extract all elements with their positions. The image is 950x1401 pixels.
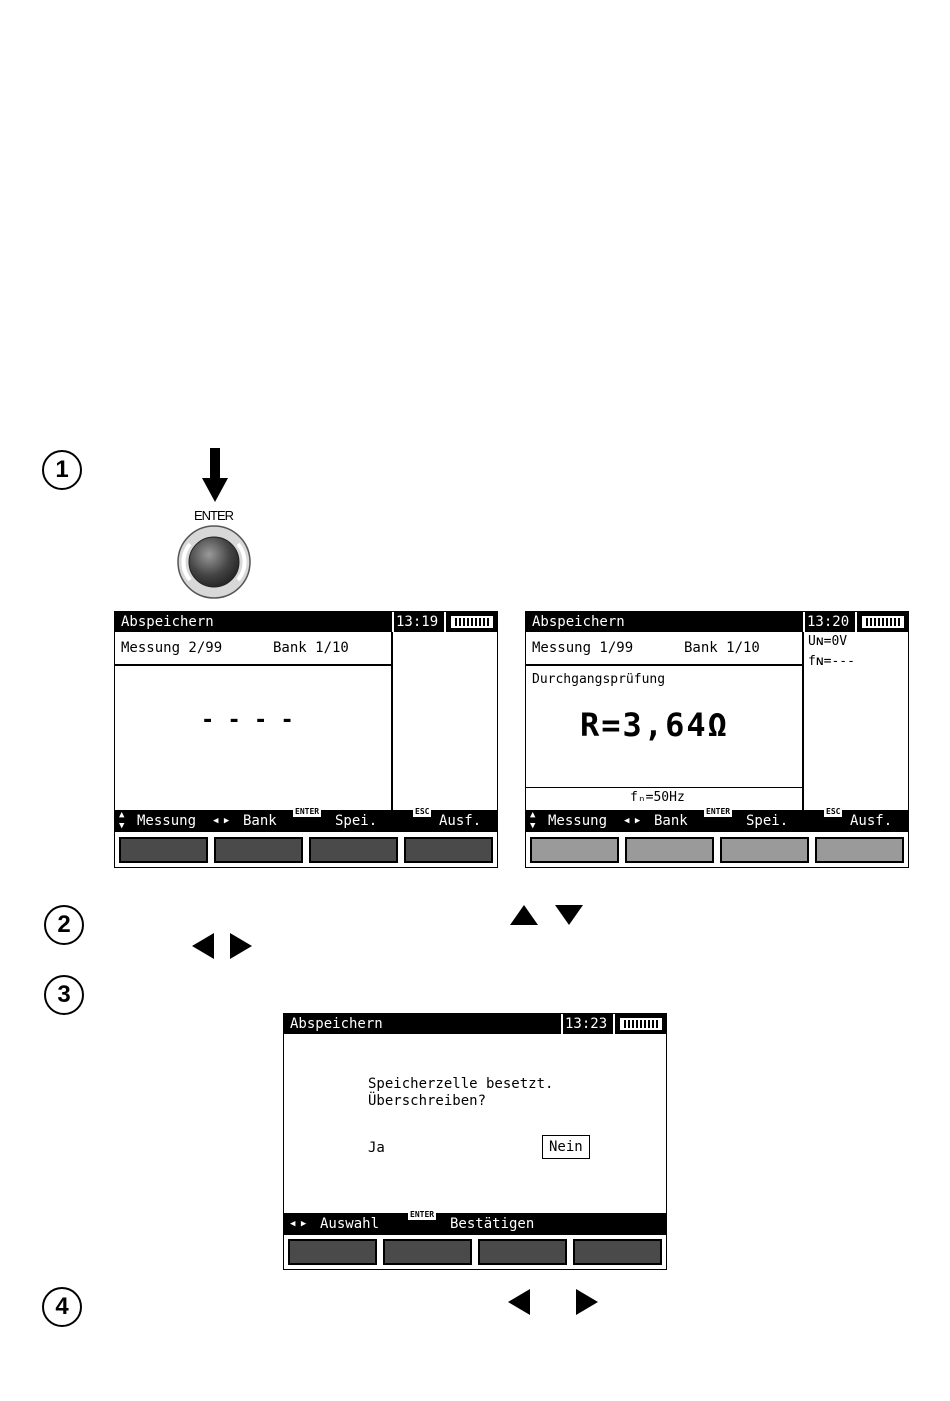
esc-key-tag: ESC (826, 807, 841, 816)
option-no[interactable]: Nein (542, 1135, 590, 1159)
left-right-icon: ◀ ▶ (624, 816, 641, 826)
softkey-4[interactable] (404, 837, 493, 863)
hint-bank: Bank (243, 813, 277, 829)
enter-key-tag: ENTER (410, 1210, 435, 1219)
step-2-badge (44, 905, 84, 945)
softkey-2[interactable] (625, 837, 714, 863)
softkey-row (526, 833, 908, 867)
softkey-2[interactable] (383, 1239, 472, 1265)
left-arrow-icon (192, 933, 214, 959)
down-arrow-icon (202, 448, 228, 502)
enter-knob-icon[interactable] (176, 524, 252, 600)
result-placeholder: - - - - (201, 708, 294, 733)
hint-save: Spei. (746, 813, 789, 829)
softkey-3[interactable] (478, 1239, 567, 1265)
softkey-3[interactable] (720, 837, 809, 863)
step-number: 2 (57, 911, 71, 938)
hint-select: Auswahl (320, 1216, 380, 1232)
option-yes[interactable]: Ja (368, 1140, 385, 1156)
hint-measurement: Messung (548, 813, 608, 829)
nominal-frequency: fₙ=50Hz (630, 790, 685, 805)
clock: 13:20 (803, 612, 857, 632)
hint-measurement: Messung (137, 813, 197, 829)
footer-hints (284, 1210, 666, 1235)
step-number: 3 (57, 981, 71, 1008)
screen-title: Abspeichern (532, 614, 625, 630)
divider (526, 664, 803, 666)
divider (526, 787, 803, 788)
up-down-icon: ▲ ▼ (119, 810, 125, 831)
title-bar (115, 612, 497, 632)
battery-icon (862, 616, 904, 628)
clock: 13:23 (561, 1014, 615, 1034)
bank-counter: Bank 1/10 (273, 640, 349, 656)
divider (115, 664, 392, 666)
screen-overwrite-dialog (283, 1013, 667, 1270)
screen-title: Abspeichern (121, 614, 214, 630)
measurement-counter: Messung 2/99 (121, 640, 223, 656)
dialog-message-line-2: Überschreiben? (368, 1093, 487, 1109)
measurement-name: Durchgangsprüfung (532, 672, 666, 687)
softkey-1[interactable] (530, 837, 619, 863)
side-divider (391, 632, 393, 810)
screen-title: Abspeichern (290, 1016, 383, 1032)
left-right-icon: ◀ ▶ (290, 1219, 307, 1229)
up-arrow-icon (510, 905, 538, 925)
right-arrow-icon (230, 933, 252, 959)
frequency-readout: fɴ=--- (808, 654, 855, 669)
battery-icon (451, 616, 493, 628)
screen-save-result (525, 611, 909, 868)
enter-key-tag: ENTER (706, 807, 731, 816)
step-number: 1 (55, 456, 69, 483)
softkey-1[interactable] (288, 1239, 377, 1265)
hint-bank: Bank (654, 813, 688, 829)
step-1-badge (42, 450, 82, 490)
softkey-1[interactable] (119, 837, 208, 863)
right-arrow-icon (576, 1289, 598, 1315)
up-down-icon: ▲ ▼ (530, 810, 536, 831)
hint-confirm: Bestätigen (450, 1216, 535, 1232)
voltage-readout: Uɴ=0V (808, 634, 848, 649)
softkey-3[interactable] (309, 837, 398, 863)
enter-label: ENTER (194, 508, 234, 523)
dialog-message-line-1: Speicherzelle besetzt. (368, 1076, 554, 1092)
step-number: 4 (55, 1293, 69, 1320)
left-arrow-icon (508, 1289, 530, 1315)
left-right-icon: ◀ ▶ (213, 816, 230, 826)
softkey-row (284, 1235, 666, 1269)
softkey-4[interactable] (573, 1239, 662, 1265)
esc-key-tag: ESC (415, 807, 430, 816)
result-value: R=3,64Ω (580, 706, 729, 744)
softkey-2[interactable] (214, 837, 303, 863)
clock: 13:19 (392, 612, 446, 632)
hint-exit: Ausf. (439, 813, 482, 829)
battery-icon (620, 1018, 662, 1030)
footer-hints (526, 807, 908, 832)
bank-counter: Bank 1/10 (684, 640, 760, 656)
hint-exit: Ausf. (850, 813, 893, 829)
side-divider (802, 632, 804, 810)
footer-hints (115, 807, 497, 832)
measurement-counter: Messung 1/99 (532, 640, 634, 656)
title-bar (526, 612, 908, 632)
hint-save: Spei. (335, 813, 378, 829)
step-4-badge (42, 1287, 82, 1327)
screen-save-empty (114, 611, 498, 868)
softkey-row (115, 833, 497, 867)
step-3-badge (44, 975, 84, 1015)
title-bar (284, 1014, 666, 1034)
softkey-4[interactable] (815, 837, 904, 863)
enter-key-tag: ENTER (295, 807, 320, 816)
down-arrow-icon (555, 905, 583, 925)
